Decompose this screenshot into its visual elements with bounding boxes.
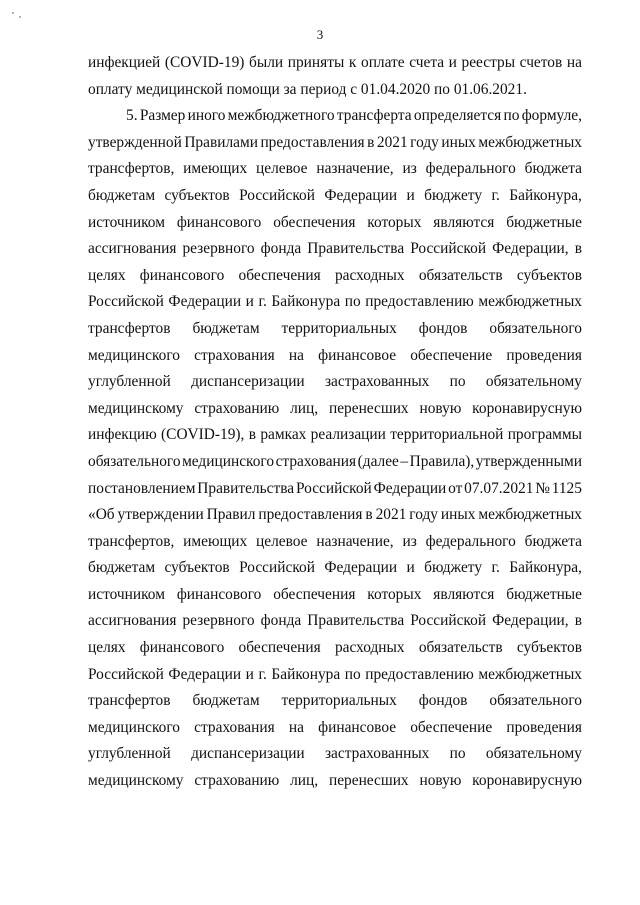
word: фондов: [418, 692, 468, 710]
word: реализации: [310, 426, 386, 444]
word: являются: [433, 585, 495, 603]
text-line: [88, 529, 582, 556]
word: бюджетам: [192, 319, 260, 337]
text-line: [88, 555, 582, 582]
word: фондов: [418, 319, 468, 337]
word: межбюджетных: [478, 293, 582, 311]
text-line: [88, 369, 582, 396]
text-line: [88, 50, 582, 77]
word: финансового: [139, 266, 225, 284]
word: (COVID-19),: [161, 426, 245, 444]
word: формуле,: [521, 107, 582, 125]
word: по: [449, 373, 466, 391]
word: на: [288, 346, 304, 364]
word: межбюджетных: [478, 506, 582, 524]
word: финансового: [176, 585, 262, 603]
word: обеспечение: [410, 718, 493, 736]
word: определяется: [413, 107, 502, 125]
word: обеспечения: [273, 213, 356, 231]
word: бюджетам: [88, 186, 156, 204]
word: фонда: [260, 612, 302, 630]
word: на: [288, 718, 304, 736]
word: страхования: [194, 718, 275, 736]
page-number: 3: [316, 27, 324, 42]
word: целевое: [256, 160, 308, 178]
word: Правил: [206, 506, 256, 524]
text-line: [88, 662, 582, 689]
word: Федерации,: [492, 612, 569, 630]
word: которых: [367, 585, 422, 603]
text-line: [88, 582, 582, 609]
word: Байконура: [271, 293, 341, 311]
word: обеспечения: [273, 585, 356, 603]
word: бюджету: [424, 559, 483, 577]
word: новую: [419, 772, 462, 790]
word: фонда: [260, 240, 302, 258]
word: резервного: [182, 240, 255, 258]
word: бюджету: [424, 186, 483, 204]
word: субъектов: [164, 186, 230, 204]
word: коронавирусную: [472, 772, 582, 790]
word: ассигнования: [88, 240, 177, 258]
word: диспансеризации: [191, 373, 305, 391]
word: бюджета: [524, 532, 582, 550]
word: Федерации,: [492, 240, 569, 258]
word: субъектов: [516, 266, 582, 284]
word: инфекцией: [88, 54, 161, 71]
word: Федерации: [324, 559, 398, 577]
word: назначение,: [316, 160, 394, 178]
word: обязательному: [485, 745, 582, 763]
word: предоставлению: [365, 665, 474, 683]
word: имеющих: [183, 532, 248, 550]
word: трансфертов: [88, 692, 171, 710]
word: лиц,: [290, 772, 319, 790]
word: счета: [409, 54, 445, 71]
word: в: [574, 240, 582, 258]
word: медицинского: [88, 718, 180, 736]
text-line: [88, 741, 582, 768]
word: в: [248, 426, 256, 444]
word: целях: [88, 266, 126, 284]
word: территориальных: [281, 692, 397, 710]
word: медицинскому: [88, 772, 184, 790]
word: иных: [441, 133, 476, 151]
word: утвержденными: [475, 452, 582, 470]
word: углубленной: [88, 745, 171, 763]
word: новую: [419, 399, 462, 417]
word: Российской: [410, 240, 487, 258]
word: трансфертов,: [88, 160, 175, 178]
word: ассигнования: [88, 612, 177, 630]
word: и: [245, 665, 254, 683]
word: Правительства: [307, 240, 405, 258]
word: и: [245, 293, 254, 311]
word: оплате: [361, 54, 405, 71]
word: трансферта: [336, 107, 412, 125]
word: инфекцию: [88, 426, 157, 444]
word: рамках: [260, 426, 307, 444]
word: Российской: [239, 559, 315, 577]
word: постановлением: [88, 479, 196, 497]
word: обязательного: [88, 452, 181, 470]
word: бюджетные: [506, 213, 582, 231]
word: в: [574, 612, 582, 630]
text-line: [88, 183, 582, 210]
word: 1125: [551, 479, 582, 497]
word: углубленной: [88, 373, 171, 391]
text-line: [88, 156, 582, 183]
word: проведения: [506, 346, 582, 364]
text-line: [88, 608, 582, 635]
word: проведения: [506, 718, 582, 736]
word: федерального: [425, 532, 516, 550]
word: 2021: [375, 506, 407, 524]
word: Российской: [410, 612, 487, 630]
word: к: [348, 54, 357, 71]
word: являются: [433, 213, 495, 231]
word: по: [503, 107, 520, 125]
word: источником: [88, 585, 165, 603]
word: межбюджетных: [478, 133, 582, 151]
word: Правилами: [184, 133, 258, 151]
text-line: [88, 449, 582, 476]
text-line: [88, 768, 582, 795]
word: Российской: [295, 479, 372, 497]
word: источником: [88, 213, 165, 231]
word: предоставлению: [365, 293, 474, 311]
word: и: [448, 54, 457, 71]
word: лиц,: [290, 399, 319, 417]
word: обязательств: [418, 266, 503, 284]
word: обеспечения: [238, 266, 321, 284]
word: Байконура,: [509, 186, 582, 204]
text-line: [88, 688, 582, 715]
word: финансовое: [318, 718, 397, 736]
word: (COVID-19): [164, 54, 245, 71]
word: Федерации: [168, 665, 242, 683]
word: субъектов: [164, 559, 230, 577]
word: приняты: [287, 54, 345, 71]
word: от: [448, 479, 463, 497]
word: диспансеризации: [191, 745, 305, 763]
word: расходных: [334, 639, 405, 657]
word: территориальной: [390, 426, 504, 444]
text-line: [88, 236, 582, 263]
word: бюджетам: [88, 559, 156, 577]
word: 07.07.2021: [464, 479, 534, 497]
word: иного: [187, 107, 226, 125]
word: обязательного: [489, 692, 582, 710]
word: трансфертов,: [88, 532, 175, 550]
text-line: [88, 476, 582, 503]
word: Российской: [88, 293, 164, 311]
word: межбюджетных: [478, 665, 582, 683]
word: Федерации: [168, 293, 242, 311]
word: трансфертов: [88, 319, 171, 337]
word: на: [566, 54, 582, 71]
word: утвержденной: [88, 133, 182, 151]
word: страхования: [275, 452, 357, 470]
word: в: [367, 133, 375, 151]
word: которых: [367, 213, 422, 231]
word: –: [400, 452, 409, 470]
word: медицинского: [182, 452, 275, 470]
word: имеющих: [183, 160, 248, 178]
text-line: [88, 263, 582, 290]
word: г.: [258, 293, 267, 311]
text-line: [88, 635, 582, 662]
word: были: [249, 54, 284, 71]
word: бюджета: [524, 160, 582, 178]
word: и: [406, 559, 415, 577]
word: Федерации: [373, 479, 447, 497]
word: Федерации: [324, 186, 398, 204]
word: Правительства: [307, 612, 405, 630]
text-line: [88, 316, 582, 343]
text-line: [88, 289, 582, 316]
word: (далее: [357, 452, 399, 470]
text-line: [88, 422, 582, 449]
word: целевое: [256, 532, 308, 550]
word: №: [535, 479, 550, 497]
word: бюджетные: [506, 585, 582, 603]
word: Российской: [88, 665, 164, 683]
word: назначение,: [316, 532, 394, 550]
word: коронавирусную: [472, 399, 582, 417]
word: расходных: [334, 266, 405, 284]
word: медицинскому: [88, 399, 184, 417]
text-line: [88, 502, 582, 529]
word: финансового: [176, 213, 262, 231]
text-line: [88, 396, 582, 423]
word: в: [365, 506, 373, 524]
word: страхования: [194, 346, 275, 364]
word: обязательному: [485, 373, 582, 391]
word: обязательств: [418, 639, 503, 657]
word: и: [406, 186, 415, 204]
word: медицинского: [88, 346, 180, 364]
word: перенесших: [328, 399, 409, 417]
word: Байконура,: [509, 559, 582, 577]
word: межбюджетного: [227, 107, 335, 125]
document-body: [88, 50, 582, 795]
word: из: [402, 532, 417, 550]
word: г.: [491, 186, 500, 204]
word: по: [449, 745, 466, 763]
word: перенесших: [328, 772, 409, 790]
text-line: [88, 103, 582, 130]
word: обязательного: [489, 319, 582, 337]
word: субъектов: [516, 639, 582, 657]
text-line: [88, 715, 582, 742]
word: обеспечение: [410, 346, 493, 364]
scan-speck: [12, 12, 14, 14]
word: Байконура: [271, 665, 341, 683]
word: реестры: [461, 54, 516, 71]
word: обеспечения: [238, 639, 321, 657]
text-line: [88, 343, 582, 370]
word: Размер: [139, 107, 186, 125]
word: утверждении: [117, 506, 204, 524]
word: страхованию: [194, 772, 280, 790]
word: из: [402, 160, 417, 178]
word: Российской: [239, 186, 315, 204]
word: 2021: [376, 133, 408, 151]
scan-speck: [19, 16, 21, 18]
word: застрахованных: [324, 373, 430, 391]
word: бюджетам: [192, 692, 260, 710]
word: году: [409, 506, 439, 524]
word: предоставления: [260, 133, 365, 151]
word: по: [344, 293, 361, 311]
word: счетов: [519, 54, 563, 71]
word: территориальных: [281, 319, 397, 337]
text-line: оплату медицинской помощи за период с 01.04.2020 по 01.06.2021.: [88, 80, 527, 98]
word: Правительства: [197, 479, 295, 497]
word: г.: [491, 559, 500, 577]
word: финансового: [139, 639, 225, 657]
word: г.: [258, 665, 267, 683]
word: финансовое: [318, 346, 397, 364]
word: федерального: [425, 160, 516, 178]
word: 5.: [126, 107, 138, 125]
word: программы: [507, 426, 582, 444]
word: «Об: [88, 506, 115, 524]
word: Правила),: [409, 452, 475, 470]
word: году: [410, 133, 439, 151]
word: иных: [440, 506, 476, 524]
text-line: [88, 130, 582, 157]
word: по: [344, 665, 361, 683]
word: застрахованных: [324, 745, 430, 763]
word: страхованию: [194, 399, 280, 417]
text-line: [88, 210, 582, 237]
word: предоставления: [258, 506, 363, 524]
word: резервного: [182, 612, 255, 630]
word: целях: [88, 639, 126, 657]
